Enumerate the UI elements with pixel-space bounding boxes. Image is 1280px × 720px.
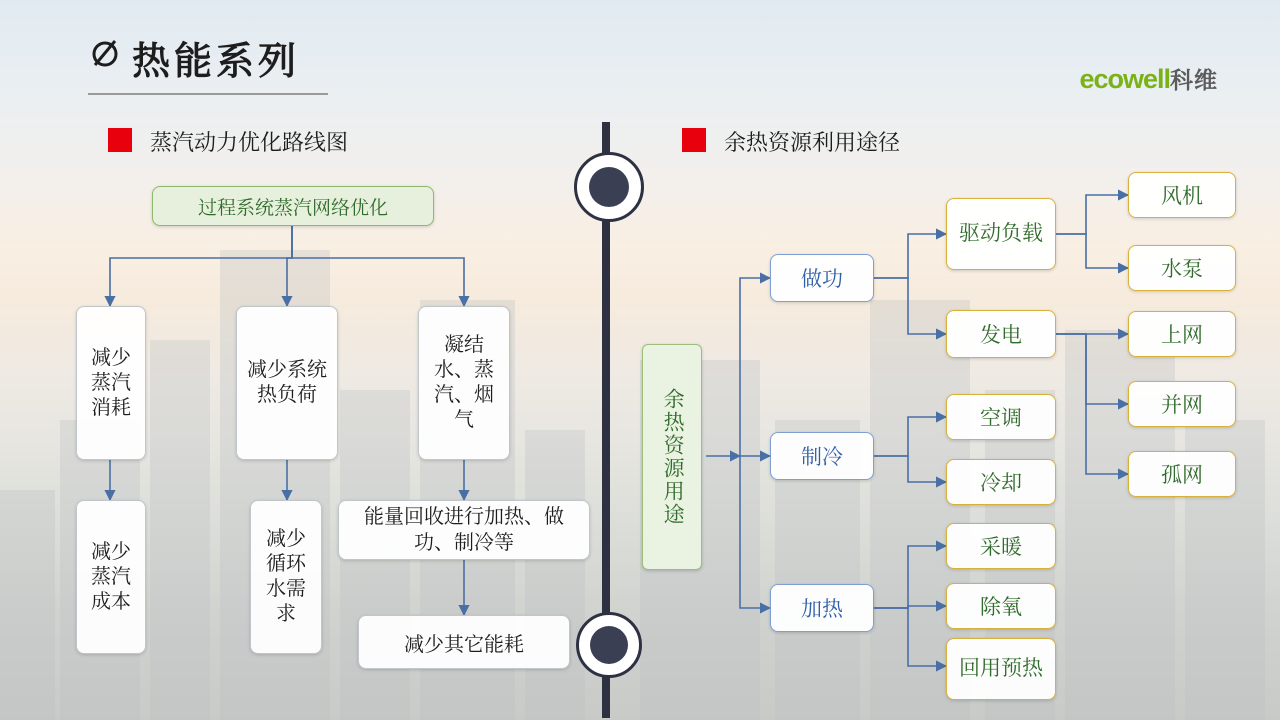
right-leaf-label-1-1-2: 水泵 xyxy=(1161,258,1203,281)
title-divider xyxy=(88,93,328,95)
spine-node-bottom xyxy=(576,612,642,678)
logo xyxy=(1079,62,1218,95)
right-leaf-label-1-2-1: 上网 xyxy=(1161,324,1203,347)
left-level1-label-3: 凝结水、蒸汽、烟气 xyxy=(434,334,494,431)
section-marker-left xyxy=(108,128,132,152)
left-level2-label-3: 能量回收进行加热、做功、制冷等 xyxy=(364,506,564,554)
left-level3-label-1: 减少其它能耗 xyxy=(404,633,524,656)
right-child-label-1-1: 驱动负载 xyxy=(959,221,1043,245)
center-label-card xyxy=(642,344,702,570)
right-branch-box-1 xyxy=(770,254,874,302)
section-title-left: 蒸汽动力优化路线图 xyxy=(150,130,349,155)
left-root-box xyxy=(152,186,434,226)
left-level2-box-2 xyxy=(250,500,322,654)
left-level2-label-2: 减少循环水需求 xyxy=(266,528,306,625)
left-level2-box-1 xyxy=(76,500,146,654)
section-title-right: 余热资源利用途径 xyxy=(724,130,901,155)
left-level3-box-1 xyxy=(358,615,570,669)
right-branch-label-2: 制冷 xyxy=(801,446,843,469)
right-leaf-label-1-2-2: 并网 xyxy=(1161,394,1203,417)
right-branch-box-2 xyxy=(770,432,874,480)
right-branch-label-3: 加热 xyxy=(801,598,843,621)
right-child-box-3-2 xyxy=(946,583,1056,629)
right-leaf-box-1-2-3 xyxy=(1128,451,1236,497)
right-child-label-3-3: 回用预热 xyxy=(959,656,1043,680)
right-leaf-box-1-1-2 xyxy=(1128,245,1236,291)
right-child-box-2-2 xyxy=(946,459,1056,505)
left-level2-label-1: 减少蒸汽成本 xyxy=(91,540,131,613)
right-child-label-1-2: 发电 xyxy=(980,324,1022,347)
right-leaf-label-1-2-3: 孤网 xyxy=(1161,464,1203,487)
right-child-box-2-1 xyxy=(946,394,1056,440)
section-marker-right xyxy=(682,128,706,152)
right-child-label-3-2: 除氧 xyxy=(980,596,1022,619)
center-label-text: 余热资源用途 xyxy=(661,388,685,526)
slashed-circle-icon xyxy=(88,36,122,70)
right-leaf-box-1-1-1 xyxy=(1128,172,1236,218)
left-level1-box-2 xyxy=(236,306,338,460)
right-branch-box-3 xyxy=(770,584,874,632)
right-child-box-3-1 xyxy=(946,523,1056,569)
logo-main: ecowell xyxy=(1079,64,1170,94)
right-child-box-1-2 xyxy=(946,310,1056,358)
right-leaf-box-1-2-2 xyxy=(1128,381,1236,427)
logo-cn: 科维 xyxy=(1170,67,1218,93)
right-child-label-2-1: 空调 xyxy=(980,407,1022,430)
right-branch-label-1: 做功 xyxy=(801,268,843,291)
right-child-box-3-3 xyxy=(946,638,1056,700)
page-title: 热能系列 xyxy=(132,41,301,83)
left-level1-box-3 xyxy=(418,306,510,460)
right-leaf-box-1-2-1 xyxy=(1128,311,1236,357)
right-child-label-3-1: 采暖 xyxy=(980,536,1022,559)
left-level2-box-3 xyxy=(338,500,590,560)
left-root-label: 过程系统蒸汽网络优化 xyxy=(197,197,388,219)
right-child-box-1-1 xyxy=(946,198,1056,270)
spine-node-top xyxy=(574,152,644,222)
left-level1-label-1: 减少蒸汽消耗 xyxy=(91,346,131,419)
right-child-label-2-2: 冷却 xyxy=(980,472,1022,495)
left-level1-box-1 xyxy=(76,306,146,460)
left-level1-label-2: 减少系统热负荷 xyxy=(247,359,327,406)
right-leaf-label-1-1-1: 风机 xyxy=(1161,185,1203,208)
